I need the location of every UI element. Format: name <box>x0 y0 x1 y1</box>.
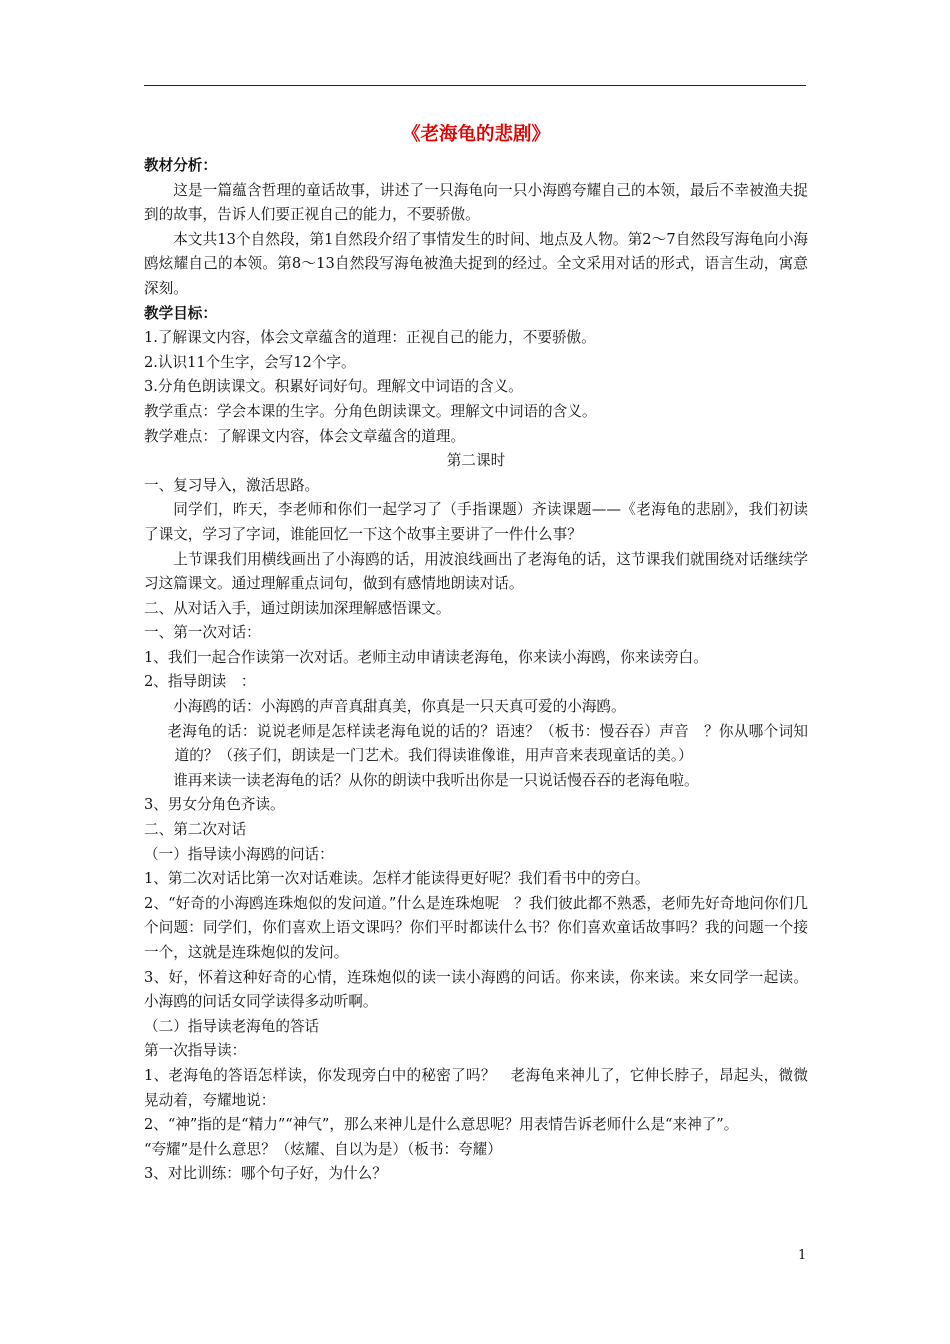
part-heading: 二、从对话入手，通过朗读加深理解感悟课文。 <box>144 599 451 617</box>
sub-paragraph: 小海鸥的话：小海鸥的声音真甜真美，你真是一只天真可爱的小海鸥。 <box>173 698 626 716</box>
list-item: 1、我们一起合作读第一次对话。老师主动申请读老海龟，你来读小海鸥，你来读旁白。 <box>144 648 708 666</box>
paragraph: 上节课我们用横线画出了小海鸥的话，用波浪线画出了老海龟的话，这节课我们就围绕对话继续学习这篇课文。通过理解重点词句，做到有感情地朗读对话。 <box>144 550 808 593</box>
goal-item: 3.分角色朗读课文。积累好词好句。理解文中词语的含义。 <box>144 378 523 396</box>
list-item: 3、对比训练：哪个句子好，为什么？ <box>144 1165 387 1183</box>
list-item: 2、指导朗读 ： <box>144 673 256 691</box>
dialog-heading: 二、第二次对话 <box>144 821 247 839</box>
paragraph: 这是一篇蕴含哲理的童话故事，讲述了一只海龟向一只小海鸥夸耀自己的本领，最后不幸被渔夫捉到的故事，告诉人们要正视自己的能力，不要骄傲。 <box>144 181 808 224</box>
list-item: 3、好，怀着这种好奇的心情，连珠炮似的读一读小海鸥的问话。你来读，你来读。来女同学一起读。小海鸥的问话女同学读得多动听啊。 <box>144 968 808 1011</box>
header-rule <box>144 85 806 86</box>
paragraph: 本文共13个自然段，第1自然段介绍了事情发生的时间、地点及人物。第2～7自然段写海龟向小海鸥炫耀自己的本领。第8～13自然段写海龟被渔夫捉到的经过。全文采用对话的形式，语言生动，寓意深刻。 <box>144 230 808 297</box>
list-item: 2、“好奇的小海鸥连珠炮似的发问道。”什么是连珠炮呢 ？我们彼此都不熟悉，老师先好奇地问你们几个问题：同学们，你们喜欢上语文课吗？你们平时都读什么书？你们喜欢童话故事吗？我的问题一个接一个，这就是连珠炮似的发问。 <box>144 894 808 961</box>
sub-paragraph: 谁再来读一读老海龟的话？从你的朗读中我听出你是一只说话慢吞吞的老海龟啦。 <box>173 771 699 789</box>
dialog-heading: 一、第一次对话： <box>144 624 261 642</box>
list-item: 3、男女分角色齐读。 <box>144 796 285 814</box>
guide-heading: 第一次指导读： <box>144 1042 247 1060</box>
list-item: 2、“神”指的是“精力”“神气”，那么来神儿是什么意思呢？用表情告诉老师什么是“来神了”。 <box>144 1116 739 1134</box>
section-heading-goals: 教学目标： <box>144 304 217 322</box>
list-item: “夸耀”是什么意思？（炫耀、自以为是）（板书：夸耀） <box>144 1140 502 1158</box>
goal-item: 教学重点：学会本课的生字。分角色朗读课文。理解文中词语的含义。 <box>144 402 597 420</box>
lesson-label: 第二课时 <box>446 452 506 470</box>
paragraph: 同学们，昨天，李老师和你们一起学习了（手指课题）齐读课题——《老海龟的悲剧》，我们初读了课文，学习了字词，谁能回忆一下这个故事主要讲了一件什么事？ <box>144 501 808 543</box>
goal-item: 1.了解课文内容，体会文章蕴含的道理：正视自己的能力，不要骄傲。 <box>144 329 596 347</box>
document-title: 《老海龟的悲剧》 <box>401 124 550 145</box>
goal-item: 2.认识11个生字，会写12个字。 <box>144 353 356 371</box>
sub-heading: （二）指导读老海龟的答话 <box>144 1017 320 1035</box>
part-heading: 一、复习导入，激活思路。 <box>144 476 320 494</box>
section-heading-analysis: 教材分析： <box>144 157 217 174</box>
goal-item: 教学难点：了解课文内容，体会文章蕴含的道理。 <box>144 427 466 445</box>
document-body <box>144 122 808 1187</box>
page-number: 1 <box>798 1248 807 1263</box>
list-item: 1、老海龟的答语怎样读，你发现旁白中的秘密了吗？ 老海龟来神儿了，它伸长脖子，昂起头，微微晃动着，夸耀地说： <box>144 1066 808 1109</box>
list-item: 1、第二次对话比第一次对话难读。怎样才能读得更好呢？我们看书中的旁白。 <box>144 870 650 888</box>
sub-heading: （一）指导读小海鸥的问话： <box>144 845 334 863</box>
sub-paragraph: 老海龟的话：说说老师是怎样读老海龟说的话的？语速？（板书：慢吞吞）声音 ？你从哪个词知道的？（孩子们，朗读是一门艺术。我们得读谁像谁，用声音来表现童话的美。） <box>167 722 808 765</box>
